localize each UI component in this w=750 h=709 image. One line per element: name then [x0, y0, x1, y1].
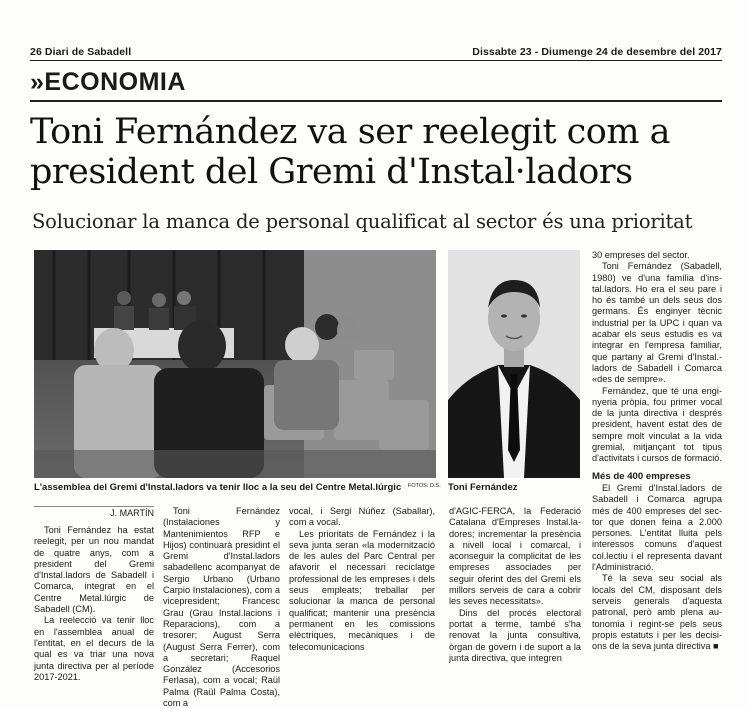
page-number-publication: 26 Diari de Sabadell	[30, 46, 132, 58]
byline: J. MARTÍN	[110, 508, 154, 518]
column-3	[289, 506, 435, 653]
column-1	[34, 525, 154, 683]
paragraph: Fernández, que té una enginyeria pròpia, fou primer vocal de la junta directiva i després president, havent estat des de sempre molt vinculat a la vida gremial, mitjançant tot tipus d'activitats i cursos de formació.	[592, 385, 722, 464]
paragraph: Toni Fernández ha estat reelegit, per un nou mandat de quatre anys, com a president del Gremi d'Instal.ladors de Sabadell i Comarca, integrat en el Centre Metal.lúrgic de Sabadell (CM).	[34, 525, 154, 615]
paragraph: Les prioritats de Fernández i la seva junta seran «la modernització de les aules del Parc Central per afavorir el necessari reciclatge professional de les empreses i dels seus empleats; treballar per solucionar la manca de personal qualificat; mantenir una presència permanent en les comissions elèctriques, mecàniques i de telecomunicacions	[289, 528, 435, 652]
column-4	[449, 506, 581, 664]
paragraph: Té la seva seu social als locals del CM, disposant dels serveis generals d'aquesta patronal, però amb plena autonomia i regint-se pels seus propis estatuts i per les decisions de la seva junta directiva ■	[592, 573, 722, 652]
section-label: »ECONOMIA	[30, 68, 186, 96]
byline-rule	[34, 506, 154, 507]
portrait-photo	[448, 250, 580, 478]
paragraph: Toni Fernández (Instalaciones y Mantenimientos RFP e Hijos) continuarà presidint el Gremi d'Instal.ladors sabadellenc acompanyat de Sergio Urbano (Urbano Carpio Instalaciones), com a vicepresident; Francesc Grau (Grau Instal.lacions i Reparacions), com a tresorer; August Serra (August Serra Ferrer), com a secretari; Raquel González (Accesorios Ferlasa), com a vocal; Raül Palma (Raül Palma Costa), com a	[163, 506, 280, 709]
column-2	[163, 506, 280, 709]
paragraph: Toni Fernández (Sabadell, 1980) ve d'una família d'instal.ladors. Ho era el seu pare i ho és també un dels seus dos germans. És enginyer tècnic industrial per la UPC i quan va acabar els seus estudis es va integrar en l'empresa familiar, que partany al Gremi d'Instal.ladors de Sabadell i Comarca «des de sempre».	[592, 261, 722, 385]
subheadline: Solucionar la manca de personal qualificat al sector és una prioritat	[32, 210, 693, 233]
subsection-heading: Més de 400 empreses	[592, 470, 691, 482]
paragraph: El Gremi d'Instal.ladors de Sabadell i Comarca agrupa més de 400 empreses del sector que donen feina a 2.000 persones. L'entitat lluita pels interessos comuns d'aquest col.lectiu i el representa davant l'Administració.	[592, 482, 722, 573]
portrait-illustration	[448, 250, 580, 478]
section-rule	[30, 100, 722, 102]
issue-date: Dissabte 23 - Diumenge 24 de desembre del 2017	[472, 46, 722, 58]
assembly-photo-caption: L'assemblea del Gremi d'Instal.ladors va tenir lloc a la seu del Centre Metal.lúrgic	[34, 482, 402, 493]
portrait-caption: Toni Fernández	[448, 482, 518, 493]
paragraph: vocal, i Sergi Núñez (Saballar), com a vocal.	[289, 506, 435, 528]
paragraph: Dins del procés electoral portat a terme, també s'ha renovat la junta consultiva, òrgan de govern i de suport a la junta directiva, que integren	[449, 607, 581, 663]
assembly-photo-illustration	[34, 250, 436, 478]
column-5	[592, 250, 722, 652]
photo-credit: FOTOS: D.S.	[408, 483, 441, 489]
paragraph: d'AGIC-FERCA, la Federació Catalana d'Empreses Instal.ladores; incrementar la presència a nivell local i comarcal, i aconseguir la complicitat de les empreses associades per seguir oferint des del Gremi els millors serveis de cara a cobrir les seves necessitats».	[449, 506, 581, 607]
assembly-photo	[34, 250, 436, 478]
headline: Toni Fernández va ser reelegit com a president del Gremi d'Instal·ladors	[30, 112, 671, 192]
paragraph: 30 empreses del sector.	[592, 250, 690, 260]
header-rule	[30, 60, 722, 61]
paragraph: La reelecció va tenir lloc en l'assemblea anual de l'entitat, en el decurs de la qual es va triar una nova junta directiva per al període 2017-2021.	[34, 615, 154, 682]
